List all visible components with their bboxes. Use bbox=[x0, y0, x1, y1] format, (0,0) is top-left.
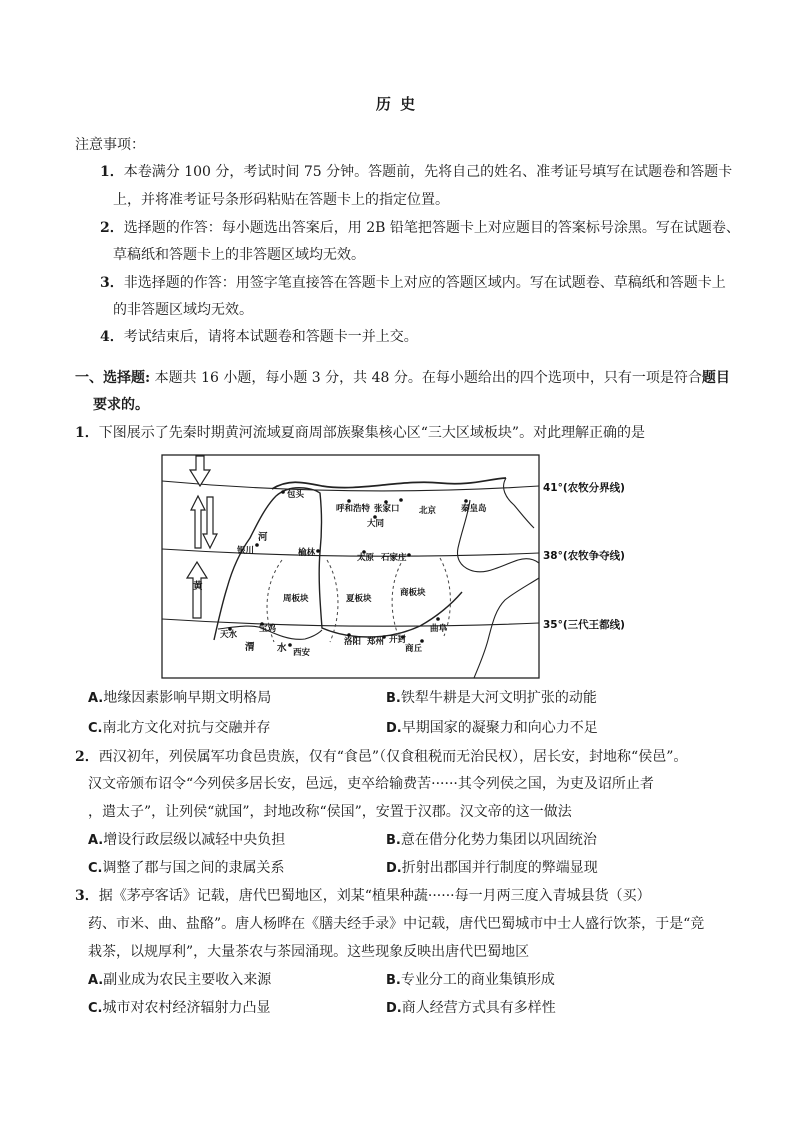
notice-item bbox=[100, 274, 726, 292]
region-label-xia: 夏板块 bbox=[346, 594, 372, 604]
section-label: 一、选择题: bbox=[75, 370, 151, 386]
river-label: 黄 bbox=[193, 581, 203, 592]
river-label: 河 bbox=[258, 532, 268, 543]
option-key: A. bbox=[88, 833, 104, 848]
question-text-continuation: 栽茶，以规厚利”，大量茶农与茶园涌现。这些现象反映出唐代巴蜀地区 bbox=[88, 944, 530, 960]
place-label-hohhot: 呼和浩特 bbox=[336, 504, 371, 514]
question-stem bbox=[75, 887, 651, 905]
place-label-taiyuan: 太原 bbox=[357, 553, 375, 563]
place-label-datong: 大同 bbox=[367, 519, 385, 529]
city-dot bbox=[316, 549, 320, 553]
option-key: A. bbox=[88, 973, 104, 988]
latitude-label-38: 38°(农牧争夺线) bbox=[543, 550, 625, 562]
notice-item-number: 4． bbox=[100, 329, 124, 345]
option-key: B. bbox=[386, 973, 401, 988]
option-text: 地缘因素影响早期文明格局 bbox=[103, 690, 272, 706]
option-text: 意在借分化势力集团以巩固统治 bbox=[400, 832, 597, 848]
place-label-kaifeng: 开封 bbox=[389, 635, 407, 645]
question-text-continuation: 药、市米、曲、盐酪”。唐人杨晔在《膳夫经手录》中记载，唐代巴蜀城市中士人盛行饮茶，于是“竞 bbox=[88, 916, 705, 932]
option-key: D. bbox=[386, 861, 402, 876]
option-b[interactable] bbox=[386, 971, 555, 990]
option-text: 增设行政层级以减轻中央负担 bbox=[103, 832, 286, 848]
place-label-xian: 西安 bbox=[293, 648, 311, 658]
option-c[interactable] bbox=[88, 859, 284, 878]
notice-item-continuation: 上，并将准考证号条形码粘贴在答题卡上的指定位置。 bbox=[113, 192, 449, 208]
region-label-shang: 商板块 bbox=[400, 588, 426, 598]
notice-item-text: 考试结束后，请将本试题卷和答题卡一并上交。 bbox=[123, 329, 418, 345]
city-dot bbox=[281, 490, 285, 494]
question-stem bbox=[75, 748, 687, 766]
question-text: 西汉初年，列侯属军功食邑贵族，仅有“食邑”（仅食租税而无治民权），居长安，封地称“侯邑”。 bbox=[98, 749, 688, 765]
option-text: 南北方文化对抗与交融并存 bbox=[102, 720, 271, 736]
question-text: 据《茅亭客话》记载，唐代巴蜀地区，刘某“植果种蔬······每一月两三度入青城县货（买） bbox=[98, 888, 651, 904]
notice-item-text: 选择题的作答：每小题选出答案后，用 2B 铅笔把答题卡上对应题目的答案标号涂黑。写在试题卷、 bbox=[123, 220, 740, 236]
option-key: D. bbox=[386, 721, 402, 736]
option-d[interactable] bbox=[386, 999, 556, 1018]
river-label: 水 bbox=[277, 643, 287, 654]
section-text: 本题共 16 小题，每小题 3 分，共 48 分。在每小题给出的四个选项中，只有一项是符合 bbox=[150, 370, 702, 386]
notice-item-text: 本卷满分 100 分，考试时间 75 分钟。答题前，先将自己的姓名、准考证号填写在试题卷和答题卡 bbox=[123, 164, 733, 180]
city-dot bbox=[288, 643, 292, 647]
notice-item bbox=[100, 328, 418, 346]
place-label-tianshui: 天水 bbox=[220, 630, 238, 640]
place-label-baotou: 包头 bbox=[287, 490, 305, 500]
option-key: C. bbox=[88, 721, 103, 736]
page-title: 历 史 bbox=[375, 95, 418, 113]
notice-item bbox=[100, 163, 732, 181]
option-text: 副业成为农民主要收入来源 bbox=[103, 972, 272, 988]
place-label-shijiazhuang: 石家庄 bbox=[381, 553, 407, 563]
city-dot bbox=[347, 499, 351, 503]
section-heading-continuation: 要求的。 bbox=[93, 397, 149, 413]
place-label-yinchuan: 银川 bbox=[237, 546, 255, 556]
place-label-baoji: 宝鸡 bbox=[259, 624, 277, 634]
section-emphasis: 题目 bbox=[701, 370, 730, 386]
option-text: 折射出郡国并行制度的弊端显现 bbox=[401, 860, 598, 876]
city-dot bbox=[399, 498, 403, 502]
question-text-continuation: 汉文帝颁布诏令“今列侯多居长安，邑远，吏卒给输费苦······其令列侯之国，为吏及诏所止者 bbox=[88, 776, 654, 792]
place-label-beijing: 北京 bbox=[419, 506, 437, 516]
city-dot bbox=[464, 499, 468, 503]
notice-item bbox=[100, 219, 740, 237]
question-text: 下图展示了先秦时期黄河流域夏商周部族聚集核心区“三大区域板块”。对此理解正确的是 bbox=[98, 425, 646, 441]
option-b[interactable] bbox=[386, 689, 597, 708]
latitude-label-35: 35°(三代王都线) bbox=[543, 619, 625, 631]
option-d[interactable] bbox=[386, 859, 598, 878]
option-key: B. bbox=[386, 833, 401, 848]
notice-item-continuation: 草稿纸和答题卡上的非答题区域均无效。 bbox=[113, 247, 365, 263]
question-text-continuation: ，遣太子”，让列侯“就国”，封地改称“侯国”，安置于汉郡。汉文帝的这一做法 bbox=[88, 804, 572, 820]
region-label-zhou: 周板块 bbox=[283, 594, 309, 604]
map-figure bbox=[150, 450, 650, 685]
option-key: B. bbox=[386, 691, 401, 706]
option-text: 城市对农村经济辐射力凸显 bbox=[102, 1000, 271, 1016]
place-label-yulin: 榆林 bbox=[298, 548, 316, 558]
city-dot bbox=[436, 617, 440, 621]
option-a[interactable] bbox=[88, 971, 271, 990]
place-label-zhengzhou: 郑州 bbox=[367, 637, 385, 647]
option-text: 早期国家的凝聚力和向心力不足 bbox=[401, 720, 598, 736]
place-label-zhangjiakou: 张家口 bbox=[374, 504, 400, 514]
option-key: C. bbox=[88, 1001, 103, 1016]
city-dot bbox=[255, 543, 259, 547]
option-text: 铁犁牛耕是大河文明扩张的动能 bbox=[400, 690, 597, 706]
latitude-label-41: 41°(农牧分界线) bbox=[543, 482, 625, 494]
notice-item-number: 3． bbox=[100, 275, 124, 291]
place-label-luoyang: 洛阳 bbox=[344, 637, 362, 647]
section-heading bbox=[75, 369, 730, 387]
question-number: 3． bbox=[75, 888, 99, 904]
option-a[interactable] bbox=[88, 831, 285, 850]
notice-item-number: 2． bbox=[100, 220, 124, 236]
option-b[interactable] bbox=[386, 831, 597, 850]
option-c[interactable] bbox=[88, 999, 270, 1018]
place-label-shangqiu: 商丘 bbox=[405, 644, 423, 654]
city-dot bbox=[420, 639, 424, 643]
notice-item-continuation: 的非答题区域均无效。 bbox=[113, 302, 253, 318]
place-label-qinhuangdao: 秦皇岛 bbox=[461, 504, 487, 514]
city-dot bbox=[407, 553, 411, 557]
question-number: 2． bbox=[75, 749, 99, 765]
option-c[interactable] bbox=[88, 719, 270, 738]
notice-item-number: 1． bbox=[100, 164, 124, 180]
question-number: 1． bbox=[75, 425, 99, 441]
option-text: 专业分工的商业集镇形成 bbox=[400, 972, 555, 988]
option-text: 调整了郡与国之间的隶属关系 bbox=[102, 860, 285, 876]
option-a[interactable] bbox=[88, 689, 271, 708]
place-label-qufu: 曲阜 bbox=[430, 624, 448, 634]
option-d[interactable] bbox=[386, 719, 598, 738]
notice-item-text: 非选择题的作答：用签字笔直接答在答题卡上对应的答题区域内。写在试题卷、草稿纸和答题卡上 bbox=[123, 275, 726, 291]
option-key: D. bbox=[386, 1001, 402, 1016]
question-stem bbox=[75, 424, 645, 442]
option-text: 商人经营方式具有多样性 bbox=[401, 1000, 556, 1016]
notice-heading: 注意事项： bbox=[75, 137, 145, 153]
option-key: A. bbox=[88, 691, 104, 706]
option-key: C. bbox=[88, 861, 103, 876]
river-label: 渭 bbox=[245, 642, 255, 653]
